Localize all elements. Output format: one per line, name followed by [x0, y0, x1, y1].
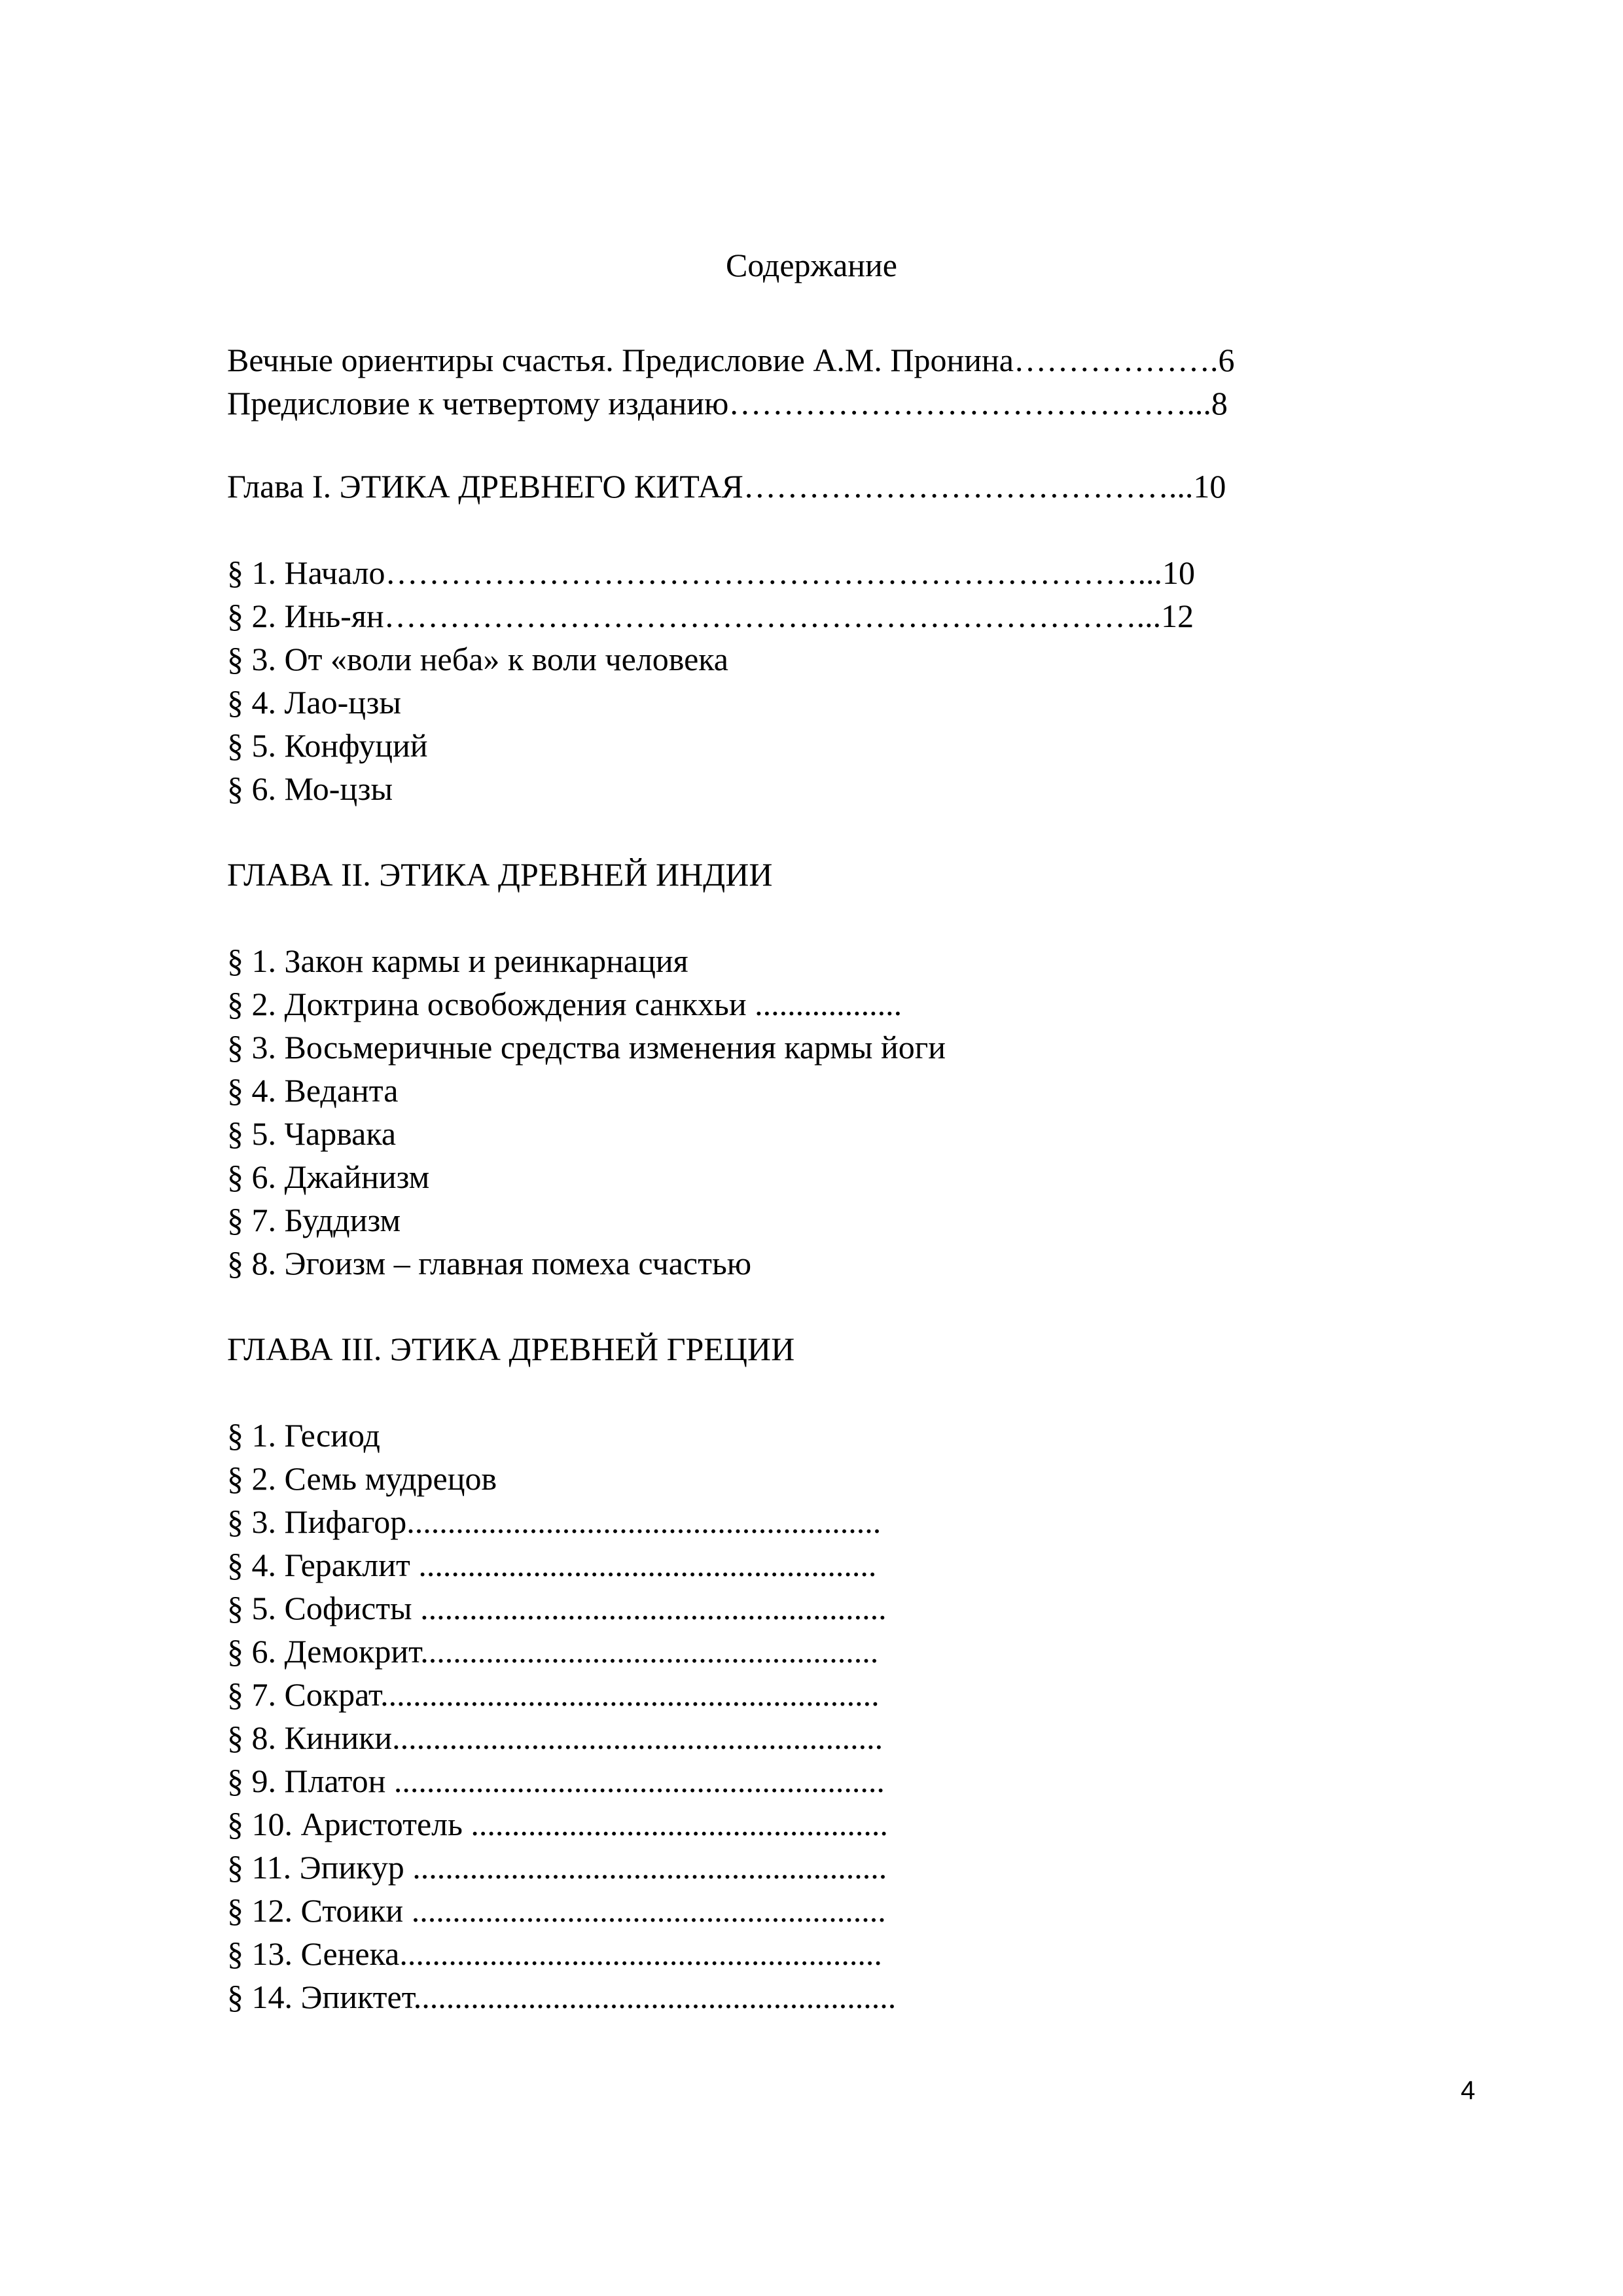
chapter-2-section: § 1. Закон кармы и реинкарнация	[227, 942, 688, 979]
chapter-3-section: § 4. Гераклит ........................................................	[227, 1547, 877, 1583]
toc-entry-foreword-fourth-edition: Предисловие к четвертому изданию……………………………………...8	[227, 385, 1228, 422]
chapter-1-section: § 3. От «воли неба» к воли человека	[227, 641, 728, 677]
chapter-3-heading: ГЛАВА III. ЭТИКА ДРЕВНЕЙ ГРЕЦИИ	[227, 1331, 795, 1367]
chapter-1-section: § 6. Мо-цзы	[227, 770, 393, 807]
chapter-3-section: § 2. Семь мудрецов	[227, 1460, 497, 1497]
chapter-2-section: § 8. Эгоизм – главная помеха счастью	[227, 1245, 752, 1282]
chapter-3-section: § 13. Сенека...........................................................	[227, 1935, 882, 1972]
chapter-3-section: § 14. Эпиктет...........................................................	[227, 1979, 897, 2015]
chapter-3-section: § 5. Софисты .........................................................	[227, 1590, 887, 1626]
chapter-2-section: § 5. Чарвака	[227, 1115, 397, 1152]
chapter-1-section: § 5. Конфуций	[227, 727, 428, 764]
chapter-1-section: § 4. Лао-цзы	[227, 684, 401, 721]
chapter-1-heading: Глава I. ЭТИКА ДРЕВНЕГО КИТАЯ…………………………………...10	[227, 468, 1226, 505]
chapter-2-section: § 6. Джайнизм	[227, 1158, 430, 1195]
chapter-3-section: § 6. Демокрит........................................................	[227, 1633, 879, 1670]
chapter-1-section: § 1. Начало……………………………………………………………...10	[227, 554, 1196, 591]
page-number: 4	[1461, 2076, 1476, 2105]
chapter-3-section: § 10. Аристотель ...................................................	[227, 1806, 888, 1842]
toc-entry-foreword-pronin: Вечные ориентиры счастья. Предисловие А.М. Пронина……………….6	[227, 342, 1235, 378]
chapter-3-section: § 11. Эпикур ..........................................................	[227, 1849, 887, 1886]
chapter-3-section: § 7. Сократ.............................................................	[227, 1676, 880, 1713]
chapter-3-section: § 1. Гесиод	[227, 1417, 380, 1454]
chapter-2-section: § 3. Восьмеричные средства изменения кармы йоги	[227, 1029, 946, 1066]
chapter-3-section: § 12. Стоики ..........................................................	[227, 1892, 886, 1929]
toc-title: Содержание	[726, 247, 897, 283]
chapter-2-section: § 7. Буддизм	[227, 1202, 401, 1238]
chapter-3-section: § 3. Пифагор..........................................................	[227, 1503, 882, 1540]
chapter-3-section: § 8. Киники............................................................	[227, 1719, 883, 1756]
chapter-2-section: § 4. Веданта	[227, 1072, 399, 1109]
chapter-1-section: § 2. Инь-ян……………………………………………………………...12	[227, 598, 1194, 634]
chapter-2-section: § 2. Доктрина освобождения санкхьи ..................	[227, 986, 902, 1022]
chapter-2-heading: ГЛАВА II. ЭТИКА ДРЕВНЕЙ ИНДИИ	[227, 856, 773, 893]
chapter-3-section: § 9. Платон ............................................................	[227, 1763, 885, 1799]
